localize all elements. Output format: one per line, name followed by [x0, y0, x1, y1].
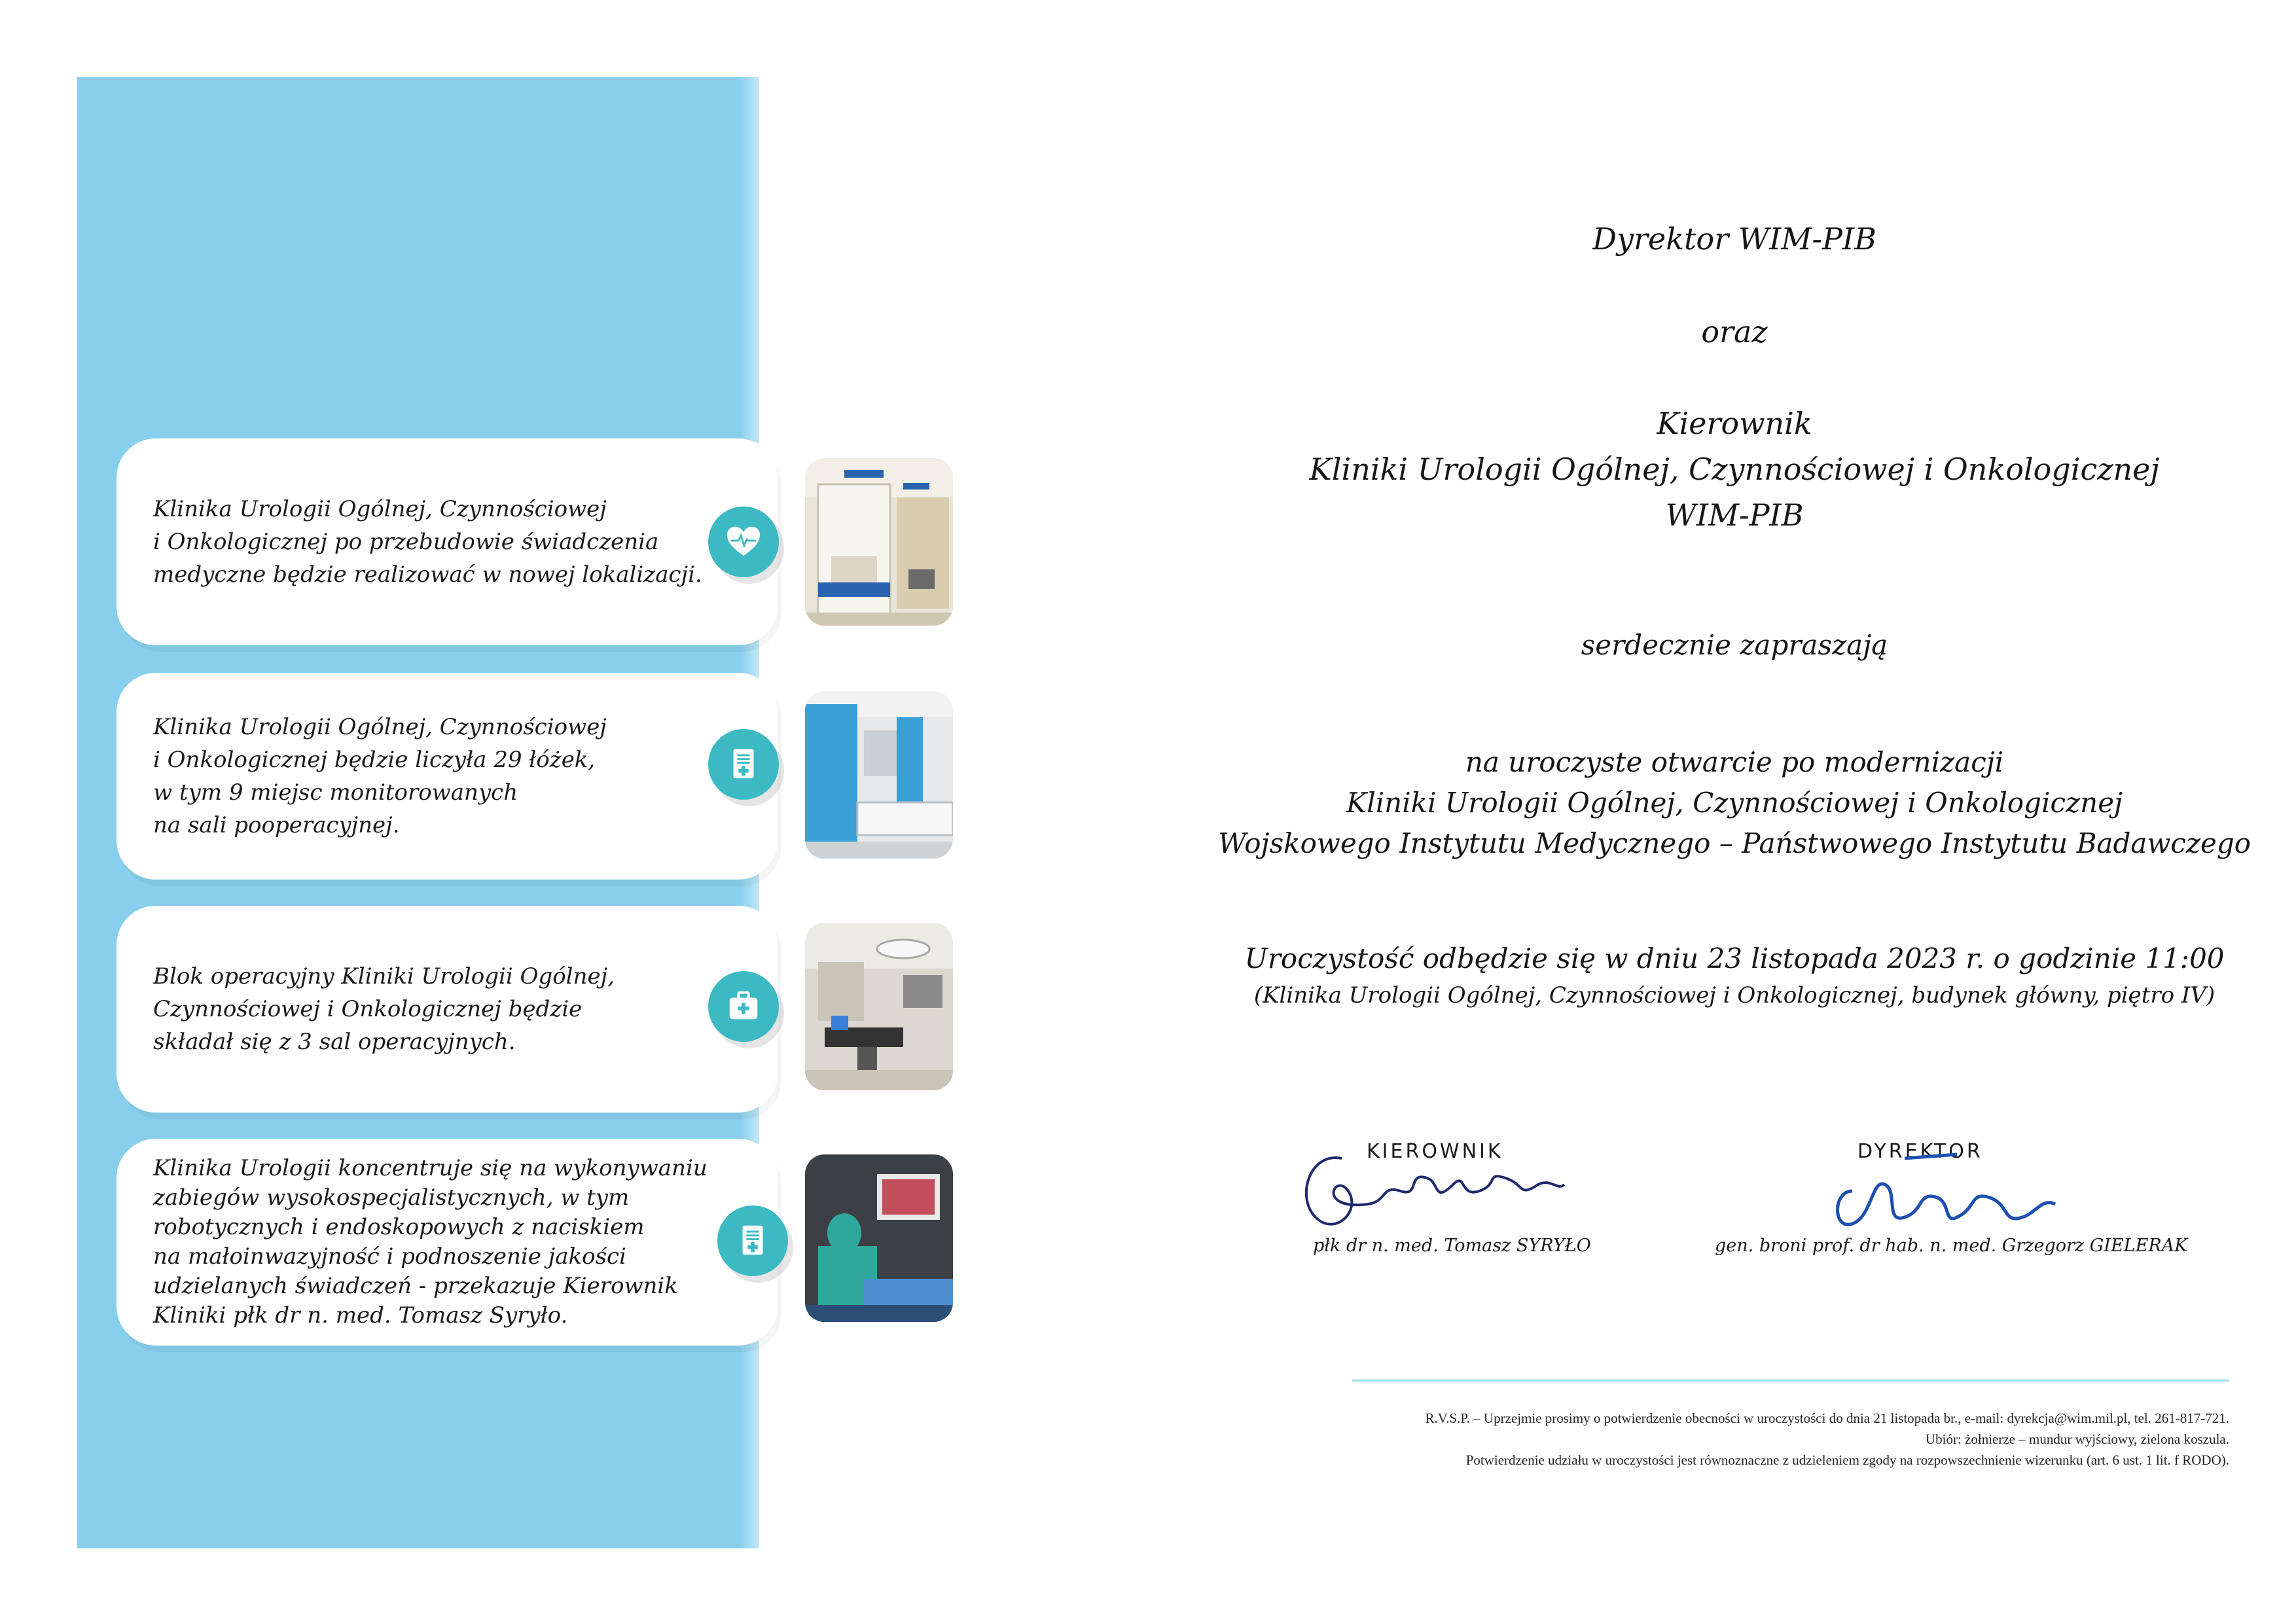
card-2-text: Klinika Urologii Ogólnej, Czynnościowej i Onkologicznej będzie liczyła 29 łóżek, w tym 9 miejsc monitorowanych na sali pooperacyjnej. [153, 714, 607, 838]
conjunction-oraz: oraz [1701, 314, 1768, 349]
left-handwritten-signature [1289, 1145, 1590, 1250]
info-card-2 [117, 673, 778, 880]
info-card-3 [117, 906, 778, 1113]
operating-room-photo [805, 923, 953, 1090]
surgery-team-photo [805, 1154, 953, 1322]
medical-document-icon [717, 1205, 788, 1276]
heart-pulse-icon [708, 507, 779, 577]
info-card-1 [117, 438, 778, 645]
event-line-2: Kliniki Urologii Ogólnej, Czynnościowej i Onkologicznej [1346, 787, 2123, 819]
clinic-reception-photo [805, 458, 953, 626]
event-place: (Klinika Urologii Ogólnej, Czynnościowej i Onkologicznej, budynek główny, piętro IV) [1253, 982, 2215, 1008]
right-signatory-name: gen. broni prof. dr hab. n. med. Grzegorz GIELERAK [1715, 1236, 2188, 1256]
footer-rsvp: R.V.S.P. – Uprzejmie prosimy o potwierdzenie obecności w uroczystości do dnia 21 listopada br., e-mail: dyrekcja@wim.mil.pl, tel. 261-817-721. [1425, 1410, 2229, 1426]
event-line-3: Wojskowego Instytutu Medycznego – Państwowego Instytutu Badawczego [1217, 827, 2251, 859]
inviter-director: Dyrektor WIM-PIB [1592, 221, 1876, 257]
card-3-text: Blok operacyjny Kliniki Urologii Ogólnej, Czynnościowej i Onkologicznej będzie składał się z 3 sal operacyjnych. [153, 963, 615, 1055]
footer-divider [1352, 1380, 2229, 1382]
invite-phrase: serdecznie zapraszają [1581, 629, 1888, 661]
left-signature-role: KIEROWNIK [1367, 1140, 1503, 1163]
right-signature-role: DYREKTOR [1857, 1140, 1983, 1163]
first-aid-kit-icon [708, 971, 779, 1042]
card-4-text: Klinika Urologii koncentruje się na wykonywaniu zabiegów wysokospecjalistycznych, w tym robotycznych i endoskopowych z naciskiem na małoinwazyjność i podnoszenie jakości udzielanych świadczeń - przekazuje Kierownik Kliniki płk dr n. med. Tomasz Syryło. [153, 1155, 708, 1329]
footer-consent: Potwierdzenie udziału w uroczystości jest równoznaczne z udzieleniem zgody na rozpowszechnienie wizerunku (art. 6 ust. 1 lit. f RODO). [1465, 1452, 2229, 1468]
inviter-clinic-name: Kliniki Urologii Ogólnej, Czynnościowej i Onkologicznej [1309, 452, 2160, 487]
event-date: Uroczystość odbędzie się w dniu 23 listopada 2023 r. o godzinie 11:00 [1244, 942, 2225, 974]
hospital-ward-photo [805, 691, 953, 859]
medical-document-icon [708, 729, 779, 800]
footer-dress-code: Ubiór: żołnierze – mundur wyjściowy, zielona koszula. [1925, 1431, 2229, 1447]
info-card-4 [117, 1139, 778, 1346]
card-1-text: Klinika Urologii Ogólnej, Czynnościowej i Onkologicznej po przebudowie świadczenia medyczne będzie realizować w nowej lokalizacji. [153, 496, 702, 588]
event-line-1: na uroczyste otwarcie po modernizacji [1465, 746, 2004, 778]
left-signatory-name: płk dr n. med. Tomasz SYRYŁO [1313, 1236, 1591, 1256]
inviter-org: WIM-PIB [1665, 497, 1804, 533]
inviter-head-title: Kierownik [1657, 406, 1812, 441]
